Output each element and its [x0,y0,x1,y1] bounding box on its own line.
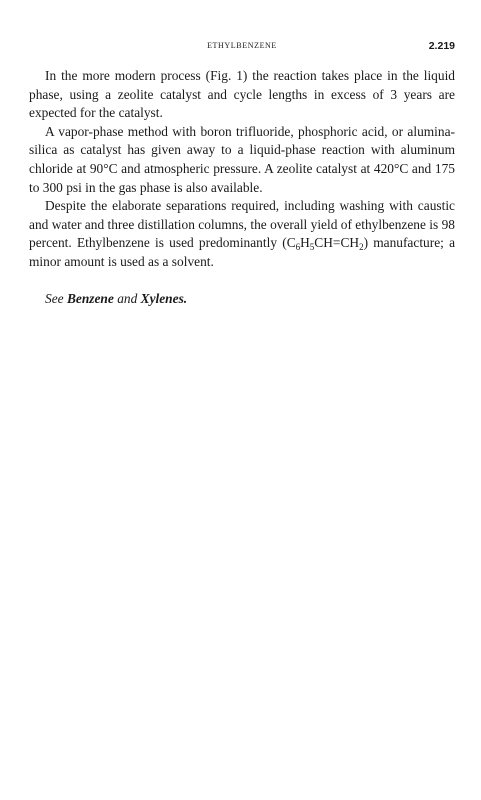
paragraph-vapor-phase: A vapor-phase method with boron trifluoride, phosphoric acid, or alumina-silica as catalyst has given away to a liquid-phase reaction with aluminum chloride at 90°C and atmospheric pressure. A zeolite catalyst at 420°C and 175 to 300 psi in the gas phase is also available. [29,123,455,195]
running-title: ETHYLBENZENE [207,41,277,50]
formula-h: H [300,235,310,251]
see-also-joiner: and [117,290,138,306]
formula-c: C [286,235,296,251]
styrene-formula [286,235,364,253]
paragraph-yield [29,197,455,271]
yield-text-after: ) manufacture; a minor amount is used as a solvent. [29,235,456,269]
formula-vinyl-subscript: 2 [359,242,364,253]
see-also-reference [29,290,455,309]
formula-vinyl: CH=CH [314,235,360,251]
see-also-prefix: See [45,290,64,306]
formula-h-subscript: 5 [309,242,315,253]
see-also-xylenes-link[interactable]: Xylenes. [140,290,188,306]
article-body [29,67,455,308]
yield-text-before: Despite the elaborate separations required, including washing with caustic and water and three distillation columns, the overall yield of ethylbenzene is 98 percent. Ethylbenzene is used predominantly ( [29,198,455,251]
formula-c-subscript: 6 [295,242,301,253]
page-number: 2.219 [428,40,455,52]
paragraph-modern-process: In the more modern process (Fig. 1) the reaction takes place in the liquid phase, using a zeolite catalyst and cycle lengths in excess of 3 years are expected for the catalyst. [29,68,455,121]
see-also-benzene-link[interactable]: Benzene [66,290,114,306]
running-head [29,40,455,56]
